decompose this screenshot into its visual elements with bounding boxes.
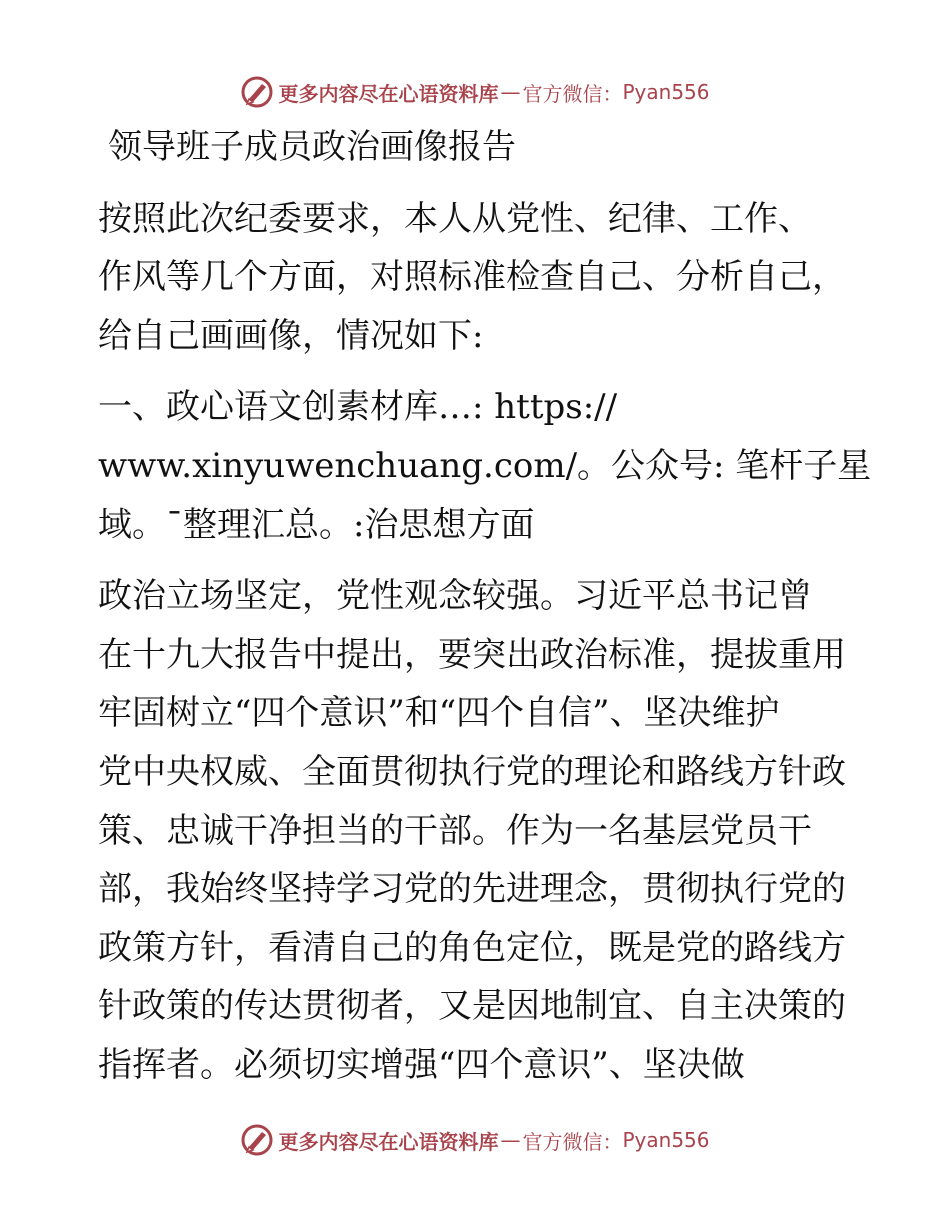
text-line: 政策方针，看清自己的角色定位，既是党的路线方 [98,927,846,968]
text-line: 政治立场坚定，党性观念较强。习近平总书记曾 [98,576,812,617]
footer-watermark [0,1120,950,1160]
paragraph-political-stance [98,567,858,1094]
header-watermark [0,72,950,112]
text-line: 域。¯整理汇总。:治思想方面 [98,504,535,545]
text-line: 作风等几个方面，对照标准检查自己、分析自己， [98,257,846,298]
pen-seal-icon [240,1123,274,1157]
text-line: 一、政心语文创素材库…: https:// [98,387,618,428]
document-body [98,118,872,1095]
watermark-label: 官方微信： [522,1129,623,1154]
text-line: www.xinyuwenchuang.com/。公众号: 笔杆子星 [98,445,872,486]
text-line: 牢固树立“四个意识”和“四个自信”、坚决维护 [98,693,780,734]
text-line: 在十九大报告中提出，要突出政治标准，提拔重用 [98,634,846,675]
text-line: 针政策的传达贯彻者，又是因地制宜、自主决策的 [98,986,846,1027]
watermark-label: 官方微信： [522,81,623,106]
watermark-brand: 更多内容尽在心语资料库 [278,81,499,106]
watermark-account: Pyan556 [622,80,710,104]
text-line: 指挥者。必须切实增强“四个意识”、坚决做 [98,1044,745,1085]
text-line: 按照此次纪委要求，本人从党性、纪律、工作、 [98,198,812,239]
watermark-dash: — [500,1128,521,1152]
watermark-dash: — [500,80,521,104]
document-title: 领导班子成员政治画像报告 [108,127,516,167]
text-line: 部，我始终坚持学习党的先进理念，贯彻执行党的 [98,869,846,910]
text-line: 党中央权威、全面贯彻执行党的理论和路线方针政 [98,751,846,792]
watermark-brand: 更多内容尽在心语资料库 [278,1129,499,1154]
paragraph-section-heading [98,378,872,554]
pen-seal-icon [240,75,274,109]
watermark-account: Pyan556 [622,1128,710,1152]
paragraph-intro [98,190,858,366]
text-line: 给自己画画像，情况如下: [98,315,484,356]
text-line: 策、忠诚干净担当的干部。作为一名基层党员干 [98,810,812,851]
